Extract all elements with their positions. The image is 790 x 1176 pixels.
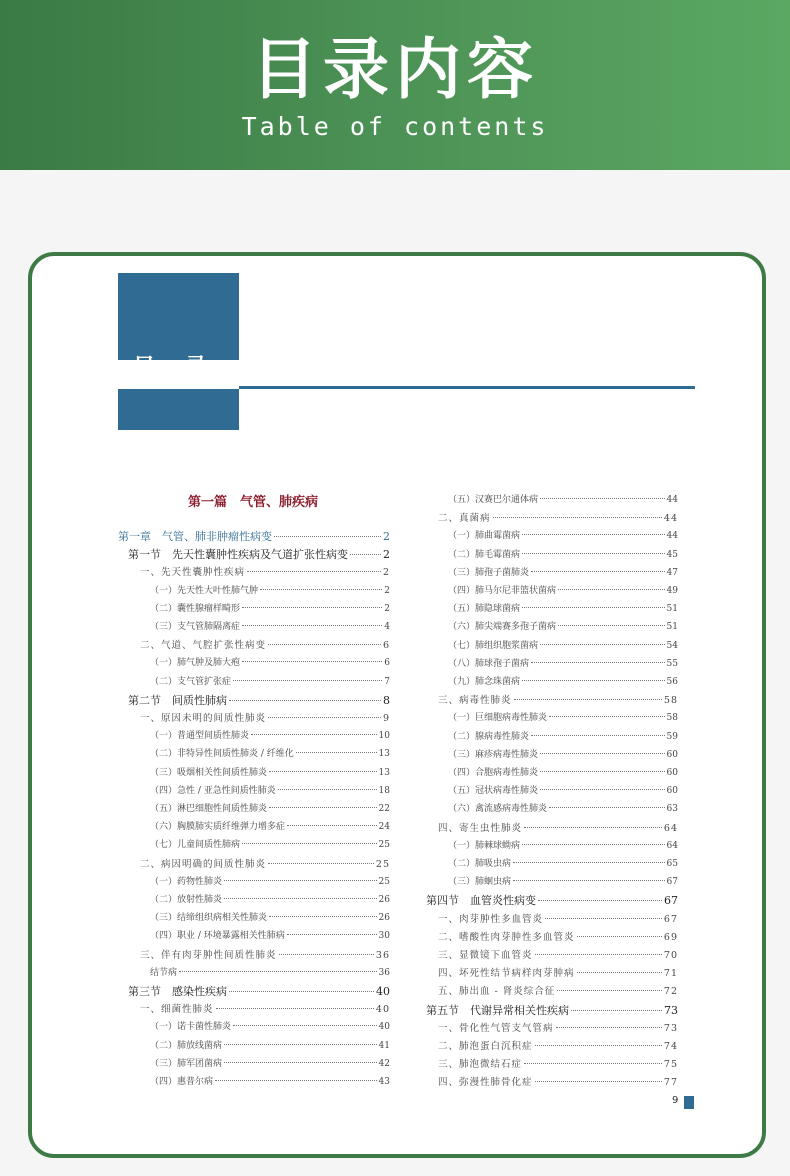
toc-entry-page: 77 <box>663 1077 678 1089</box>
toc-entry-page: 30 <box>378 931 390 942</box>
toc-entry <box>438 1038 678 1052</box>
toc-entry-page: 2 <box>383 548 390 562</box>
banner-subtitle: Table of contents <box>241 112 549 141</box>
toc-entry-leader <box>522 607 665 608</box>
toc-entry-page: 58 <box>666 713 678 724</box>
toc-entry-leader <box>577 936 662 937</box>
toc-entry-page: 2 <box>384 603 390 614</box>
toc-entry <box>150 601 390 614</box>
toc-entry-title: 四、弥漫性肺骨化症 <box>438 1077 533 1089</box>
toc-entry-leader <box>251 734 377 735</box>
toc-heading: 目录 <box>133 355 238 380</box>
toc-entry <box>140 564 390 578</box>
toc-entry-page: 2 <box>382 567 390 579</box>
toc-entry-page: 40 <box>376 985 390 998</box>
toc-entry-leader <box>535 954 662 955</box>
toc-entry-page: 56 <box>666 677 678 687</box>
toc-entry-leader <box>242 625 382 626</box>
toc-entry-page: 2 <box>383 530 390 543</box>
toc-entry-title: （一）药物性肺炎 <box>150 876 223 887</box>
toc-entry-page: 6 <box>382 640 390 652</box>
toc-entry-leader <box>296 752 377 753</box>
toc-entry-page: 75 <box>663 1059 678 1071</box>
toc-entry-leader <box>538 900 662 901</box>
toc-entry-leader <box>531 571 665 572</box>
toc-entry <box>150 619 390 632</box>
toc-entry-page: 45 <box>666 549 678 560</box>
page-marker <box>684 1096 694 1109</box>
toc-entry-page: 67 <box>663 913 678 925</box>
toc-entry-title: （二）肺吸虫病 <box>448 859 512 869</box>
toc-entry-title: （二）腺病毒性肺炎 <box>448 731 530 742</box>
toc-heading-rule <box>239 386 695 389</box>
toc-entry-title: 一、先天性囊肿性疾病 <box>140 567 246 579</box>
toc-entry-title: （五）冠状病毒性肺炎 <box>448 786 539 797</box>
toc-entry-page: 36 <box>378 967 390 978</box>
toc-entry-title: 二、病因明确的间质性肺炎 <box>140 858 267 870</box>
toc-entry-leader <box>242 607 382 608</box>
toc-entry <box>150 928 390 941</box>
toc-entry-leader <box>545 918 662 919</box>
toc-entry-leader <box>522 844 665 845</box>
toc-entry-leader <box>577 972 662 973</box>
toc-entry-page: 25 <box>378 876 390 887</box>
toc-entry-page: 10 <box>378 731 390 742</box>
toc-entry-page: 24 <box>378 822 390 833</box>
toc-entry-leader <box>278 789 377 790</box>
toc-entry-leader <box>549 807 665 808</box>
toc-entry-leader <box>522 553 665 554</box>
toc-entry-page: 47 <box>666 567 678 578</box>
toc-entry-page: 40 <box>378 1022 390 1033</box>
toc-entry-title: （五）肺隐球菌病 <box>448 604 521 615</box>
toc-entry-title: （四）合胞病毒性肺炎 <box>448 768 539 778</box>
toc-entry-leader <box>350 554 381 555</box>
toc-entry-page: 13 <box>378 767 390 778</box>
toc-entry-title: 第五节 代谢异常相关性疾病 <box>426 1003 569 1017</box>
toc-entry-leader <box>229 700 381 701</box>
toc-entry-title: （三）肺军团菌病 <box>150 1058 223 1069</box>
toc-entry-leader <box>287 934 377 935</box>
toc-entry-title: 二、嗜酸性肉芽肿性多血管炎 <box>438 931 575 943</box>
toc-entry-title: （四）职业 / 环境暴露相关性肺病 <box>150 931 285 942</box>
toc-entry-leader <box>540 644 665 645</box>
toc-entry <box>150 892 390 905</box>
toc-entry <box>448 638 678 651</box>
toc-entry-leader <box>540 753 665 754</box>
toc-entry-page: 2 <box>384 585 390 596</box>
toc-entry <box>438 947 678 961</box>
toc-entry-title: （六）胸膜肺实质纤维弹力增多症 <box>150 822 286 833</box>
toc-entry <box>448 874 678 887</box>
toc-entry-page: 67 <box>666 877 678 888</box>
toc-entry <box>118 528 390 544</box>
toc-entry-leader <box>269 916 377 917</box>
toc-entry-page: 36 <box>375 949 390 961</box>
toc-entry-leader <box>269 807 377 808</box>
toc-entry-title: （三）支气管肺隔离症 <box>150 622 241 632</box>
toc-entry-page: 8 <box>383 693 390 707</box>
toc-entry <box>150 1019 390 1032</box>
toc-entry-page: 9 <box>382 713 390 724</box>
toc-entry-title: （七）肺组织胞浆菌病 <box>448 640 539 651</box>
toc-entry-title: （二）放射性肺炎 <box>150 895 223 905</box>
toc-entry-leader <box>233 1025 377 1026</box>
toc-entry-title: 一、肉芽肿性多血管炎 <box>438 913 544 925</box>
toc-entry-page: 26 <box>378 913 390 924</box>
toc-entry-leader <box>549 716 665 717</box>
toc-entry-page: 65 <box>666 859 678 869</box>
toc-entry-page: 44 <box>666 495 678 505</box>
toc-entry-title: （二）非特异性间质性肺炎 / 纤维化 <box>150 749 294 760</box>
toc-entry-title: （七）儿童间质性肺病 <box>150 840 241 851</box>
toc-entry <box>150 1056 390 1069</box>
toc-entry <box>150 746 390 759</box>
toc-entry <box>448 747 678 760</box>
toc-entry-title: 三、肺泡微结石症 <box>438 1059 523 1071</box>
toc-entry <box>448 583 678 596</box>
part-title: 第一篇 气管、肺疾病 <box>187 495 318 510</box>
toc-entry <box>448 601 678 614</box>
toc-entry-title: （二）肺放线菌病 <box>150 1040 223 1051</box>
toc-entry <box>448 783 678 796</box>
toc-entry <box>448 565 678 578</box>
toc-entry-leader <box>179 971 377 972</box>
toc-entry <box>150 819 390 832</box>
toc-entry <box>150 801 390 814</box>
toc-entry-page: 44 <box>666 531 678 542</box>
toc-entry <box>150 583 390 596</box>
toc-entry-title: （一）肺气肿及肺大疱 <box>150 658 241 669</box>
toc-entry-title: （三）麻疹病毒性肺炎 <box>448 749 539 760</box>
toc-entry-page: 67 <box>664 894 678 908</box>
toc-entry <box>140 637 390 651</box>
toc-entry-title: （五）汉赛巴尔通体病 <box>448 495 539 505</box>
toc-entry-page: 6 <box>384 658 390 669</box>
toc-entry <box>150 1038 390 1051</box>
toc-entry <box>448 710 678 723</box>
toc-entry-title: 第三节 感染性疾病 <box>128 985 227 998</box>
toc-entry <box>448 656 678 669</box>
toc-entry-title: 第二节 间质性肺病 <box>128 693 227 707</box>
toc-entry-leader <box>242 843 377 844</box>
toc-entry-title: （三）肺蛔虫病 <box>448 877 512 888</box>
toc-entry-leader <box>524 1063 662 1064</box>
toc-entry <box>448 492 678 505</box>
toc-entry-leader <box>514 699 662 700</box>
toc-entry-title: （六）肺尖端赛多孢子菌病 <box>448 622 557 633</box>
toc-entry-leader <box>224 898 377 899</box>
toc-entry-title: 三、病毒性肺炎 <box>438 695 512 707</box>
toc-entry-leader <box>531 735 665 736</box>
toc-entry <box>140 1001 390 1015</box>
toc-entry-page: 59 <box>666 731 678 742</box>
toc-entry-leader <box>493 517 662 518</box>
toc-entry-leader <box>224 1062 377 1063</box>
toc-entry <box>150 910 390 923</box>
toc-entry <box>150 765 390 778</box>
toc-entry-title: 一、细菌性肺炎 <box>140 1004 214 1016</box>
toc-entry-leader <box>571 1010 662 1011</box>
toc-entry-title: 第四节 血管炎性病变 <box>426 894 536 908</box>
toc-entry-title: （三）吸烟相关性间质性肺炎 <box>150 767 268 778</box>
toc-entry-page: 64 <box>666 840 678 851</box>
toc-entry <box>128 546 390 562</box>
toc-entry-title: 一、原因未明的间质性肺炎 <box>140 713 267 724</box>
toc-entry <box>128 692 390 708</box>
toc-entry-title: （二）支气管扩张症 <box>150 676 232 687</box>
toc-entry-leader <box>268 717 381 718</box>
toc-entry <box>448 838 678 851</box>
toc-entry-leader <box>287 825 377 826</box>
toc-entry-title: （四）惠普尔病 <box>150 1077 214 1087</box>
toc-entry-title: 二、肺泡蛋白沉积症 <box>438 1041 533 1052</box>
toc-entry-title: （三）肺孢子菌肺炎 <box>448 567 530 578</box>
toc-entry <box>438 983 678 997</box>
toc-entry <box>438 965 678 979</box>
toc-entry-page: 54 <box>666 640 678 651</box>
toc-entry-leader <box>274 536 381 537</box>
toc-entry-leader <box>229 991 374 992</box>
toc-entry-page: 18 <box>378 785 390 796</box>
toc-entry <box>438 1056 678 1070</box>
toc-entry-leader <box>556 1027 662 1028</box>
toc-entry-page: 51 <box>666 604 678 615</box>
toc-entry-leader <box>242 661 382 662</box>
toc-entry-page: 49 <box>666 586 678 596</box>
page-number: 9 <box>672 1095 679 1106</box>
toc-entry-page: 22 <box>378 804 390 814</box>
toc-entry-page: 74 <box>663 1041 678 1052</box>
toc-entry-page: 4 <box>384 622 390 632</box>
toc-entry-leader <box>216 1008 374 1009</box>
toc-entry <box>448 729 678 742</box>
toc-entry-page: 42 <box>378 1058 390 1069</box>
toc-entry-page: 43 <box>378 1077 390 1087</box>
toc-entry <box>150 1074 390 1087</box>
toc-entry-leader <box>558 625 665 626</box>
toc-entry-page: 58 <box>663 695 678 707</box>
toc-entry-title: （一）巨细胞病毒性肺炎 <box>448 713 548 724</box>
toc-entry <box>448 528 678 541</box>
toc-entry <box>140 947 390 961</box>
toc-entry-title: 结节病 <box>150 967 178 978</box>
toc-entry <box>438 911 678 925</box>
toc-entry-page: 41 <box>378 1040 390 1051</box>
toc-entry-page: 70 <box>663 950 678 961</box>
toc-entry-page: 69 <box>663 931 678 943</box>
toc-entry-leader <box>540 498 665 499</box>
toc-entry <box>448 801 678 814</box>
toc-entry <box>438 820 678 834</box>
toc-entry <box>438 692 678 706</box>
toc-entry-leader <box>522 534 665 535</box>
toc-entry <box>150 837 390 850</box>
toc-entry-title: 一、骨化性气管支气管病 <box>438 1022 554 1034</box>
toc-entry-title: （二）囊性腺瘤样畸形 <box>150 603 241 614</box>
toc-entry-page: 51 <box>666 622 678 633</box>
toc-entry-title: （一）肺曲霉菌病 <box>448 531 521 542</box>
toc-entry-leader <box>540 771 665 772</box>
toc-entry <box>438 1020 678 1034</box>
toc-entry-title: 四、寄生虫性肺炎 <box>438 822 523 834</box>
toc-entry <box>448 619 678 632</box>
toc-entry <box>150 655 390 668</box>
toc-entry-page: 25 <box>378 840 390 851</box>
toc-entry-page: 40 <box>375 1004 390 1016</box>
toc-entry-leader <box>279 954 374 955</box>
toc-entry-leader <box>513 862 665 863</box>
toc-entry-page: 64 <box>663 822 678 834</box>
toc-entry-title: 二、气道、气腔扩张性病变 <box>140 640 267 652</box>
toc-entry-leader <box>531 662 665 663</box>
toc-entry <box>448 856 678 869</box>
toc-entry-title: 第一章 气管、肺非肿瘤性病变 <box>118 530 272 543</box>
toc-entry-page: 72 <box>663 986 678 998</box>
toc-entry-title: （一）普通型间质性肺炎 <box>150 731 250 742</box>
toc-entry-title: 三、伴有肉芽肿性间质性肺炎 <box>140 949 277 961</box>
toc-entry-page: 60 <box>666 749 678 760</box>
toc-entry-title: 二、真菌病 <box>438 513 491 525</box>
toc-entry <box>448 547 678 560</box>
toc-entry-title: （八）肺球孢子菌病 <box>448 658 530 669</box>
toc-entry-leader <box>535 1081 662 1082</box>
toc-entry-leader <box>269 771 377 772</box>
toc-entry <box>426 892 678 908</box>
toc-entry-leader <box>224 880 377 881</box>
toc-entry-page: 73 <box>664 1003 678 1017</box>
toc-entry-page: 73 <box>663 1022 678 1034</box>
toc-entry-leader <box>268 863 374 864</box>
toc-entry-page: 55 <box>666 658 678 669</box>
toc-entry-page: 60 <box>666 786 678 797</box>
toc-entry-leader <box>535 1045 662 1046</box>
toc-entry-leader <box>224 1044 377 1045</box>
toc-entry-title: （九）肺念珠菌病 <box>448 677 521 687</box>
toc-entry-leader <box>540 789 665 790</box>
toc-entry-page: 25 <box>375 858 390 870</box>
toc-entry-title: 五、肺出血 - 肾炎综合征 <box>438 986 556 998</box>
toc-entry-page: 7 <box>384 676 390 687</box>
toc-entry <box>128 983 390 999</box>
toc-entry <box>150 965 390 978</box>
toc-entry-title: （四）急性 / 亚急性间质性肺炎 <box>150 785 276 796</box>
toc-entry-page: 71 <box>663 968 678 980</box>
toc-entry <box>140 856 390 870</box>
toc-entry-leader <box>522 680 665 681</box>
toc-entry <box>438 510 678 524</box>
toc-entry <box>140 710 390 724</box>
toc-entry-title: 三、显微镜下血管炎 <box>438 950 533 961</box>
toc-entry-title: （五）淋巴细胞性间质性肺炎 <box>150 804 268 814</box>
toc-entry-title: （一）诺卡菌性肺炎 <box>150 1022 232 1033</box>
toc-entry-page: 63 <box>666 804 678 815</box>
toc-entry-title: （四）肺马尔尼菲篮状菌病 <box>448 586 557 596</box>
header-banner <box>0 0 790 170</box>
toc-entry <box>150 783 390 796</box>
toc-entry-leader <box>524 827 662 828</box>
toc-entry-page: 44 <box>663 513 678 525</box>
toc-entry-title: （三）结缔组织病相关性肺炎 <box>150 913 268 924</box>
toc-entry-page: 26 <box>378 895 390 905</box>
toc-entry <box>150 874 390 887</box>
toc-entry <box>448 674 678 687</box>
toc-entry-title: （六）禽流感病毒性肺炎 <box>448 804 548 815</box>
toc-entry-title: 第一节 先天性囊肿性疾病及气道扩张性病变 <box>128 548 348 562</box>
toc-entry-leader <box>557 990 662 991</box>
banner-title: 目录内容 <box>251 31 539 108</box>
toc-entry-leader <box>247 571 381 572</box>
toc-entry-leader <box>513 880 665 881</box>
toc-entry-title: （二）肺毛霉菌病 <box>448 549 521 560</box>
toc-entry-title: （一）先天性大叶性肺气肿 <box>150 585 259 596</box>
toc-entry-leader <box>233 680 382 681</box>
toc-entry-leader <box>215 1080 377 1081</box>
toc-entry-leader <box>268 644 381 645</box>
toc-entry <box>438 1074 678 1088</box>
toc-entry <box>426 1002 678 1018</box>
toc-entry <box>150 674 390 687</box>
toc-entry-leader <box>260 589 382 590</box>
toc-entry-page: 60 <box>666 768 678 778</box>
toc-entry-title: 四、坏死性结节病样肉芽肿病 <box>438 968 575 980</box>
toc-entry <box>150 728 390 741</box>
toc-entry <box>438 929 678 943</box>
toc-entry-page: 13 <box>378 749 390 760</box>
toc-entry <box>448 765 678 778</box>
toc-entry-leader <box>558 589 665 590</box>
toc-entry-title: （一）肺棘球蚴病 <box>448 840 521 851</box>
